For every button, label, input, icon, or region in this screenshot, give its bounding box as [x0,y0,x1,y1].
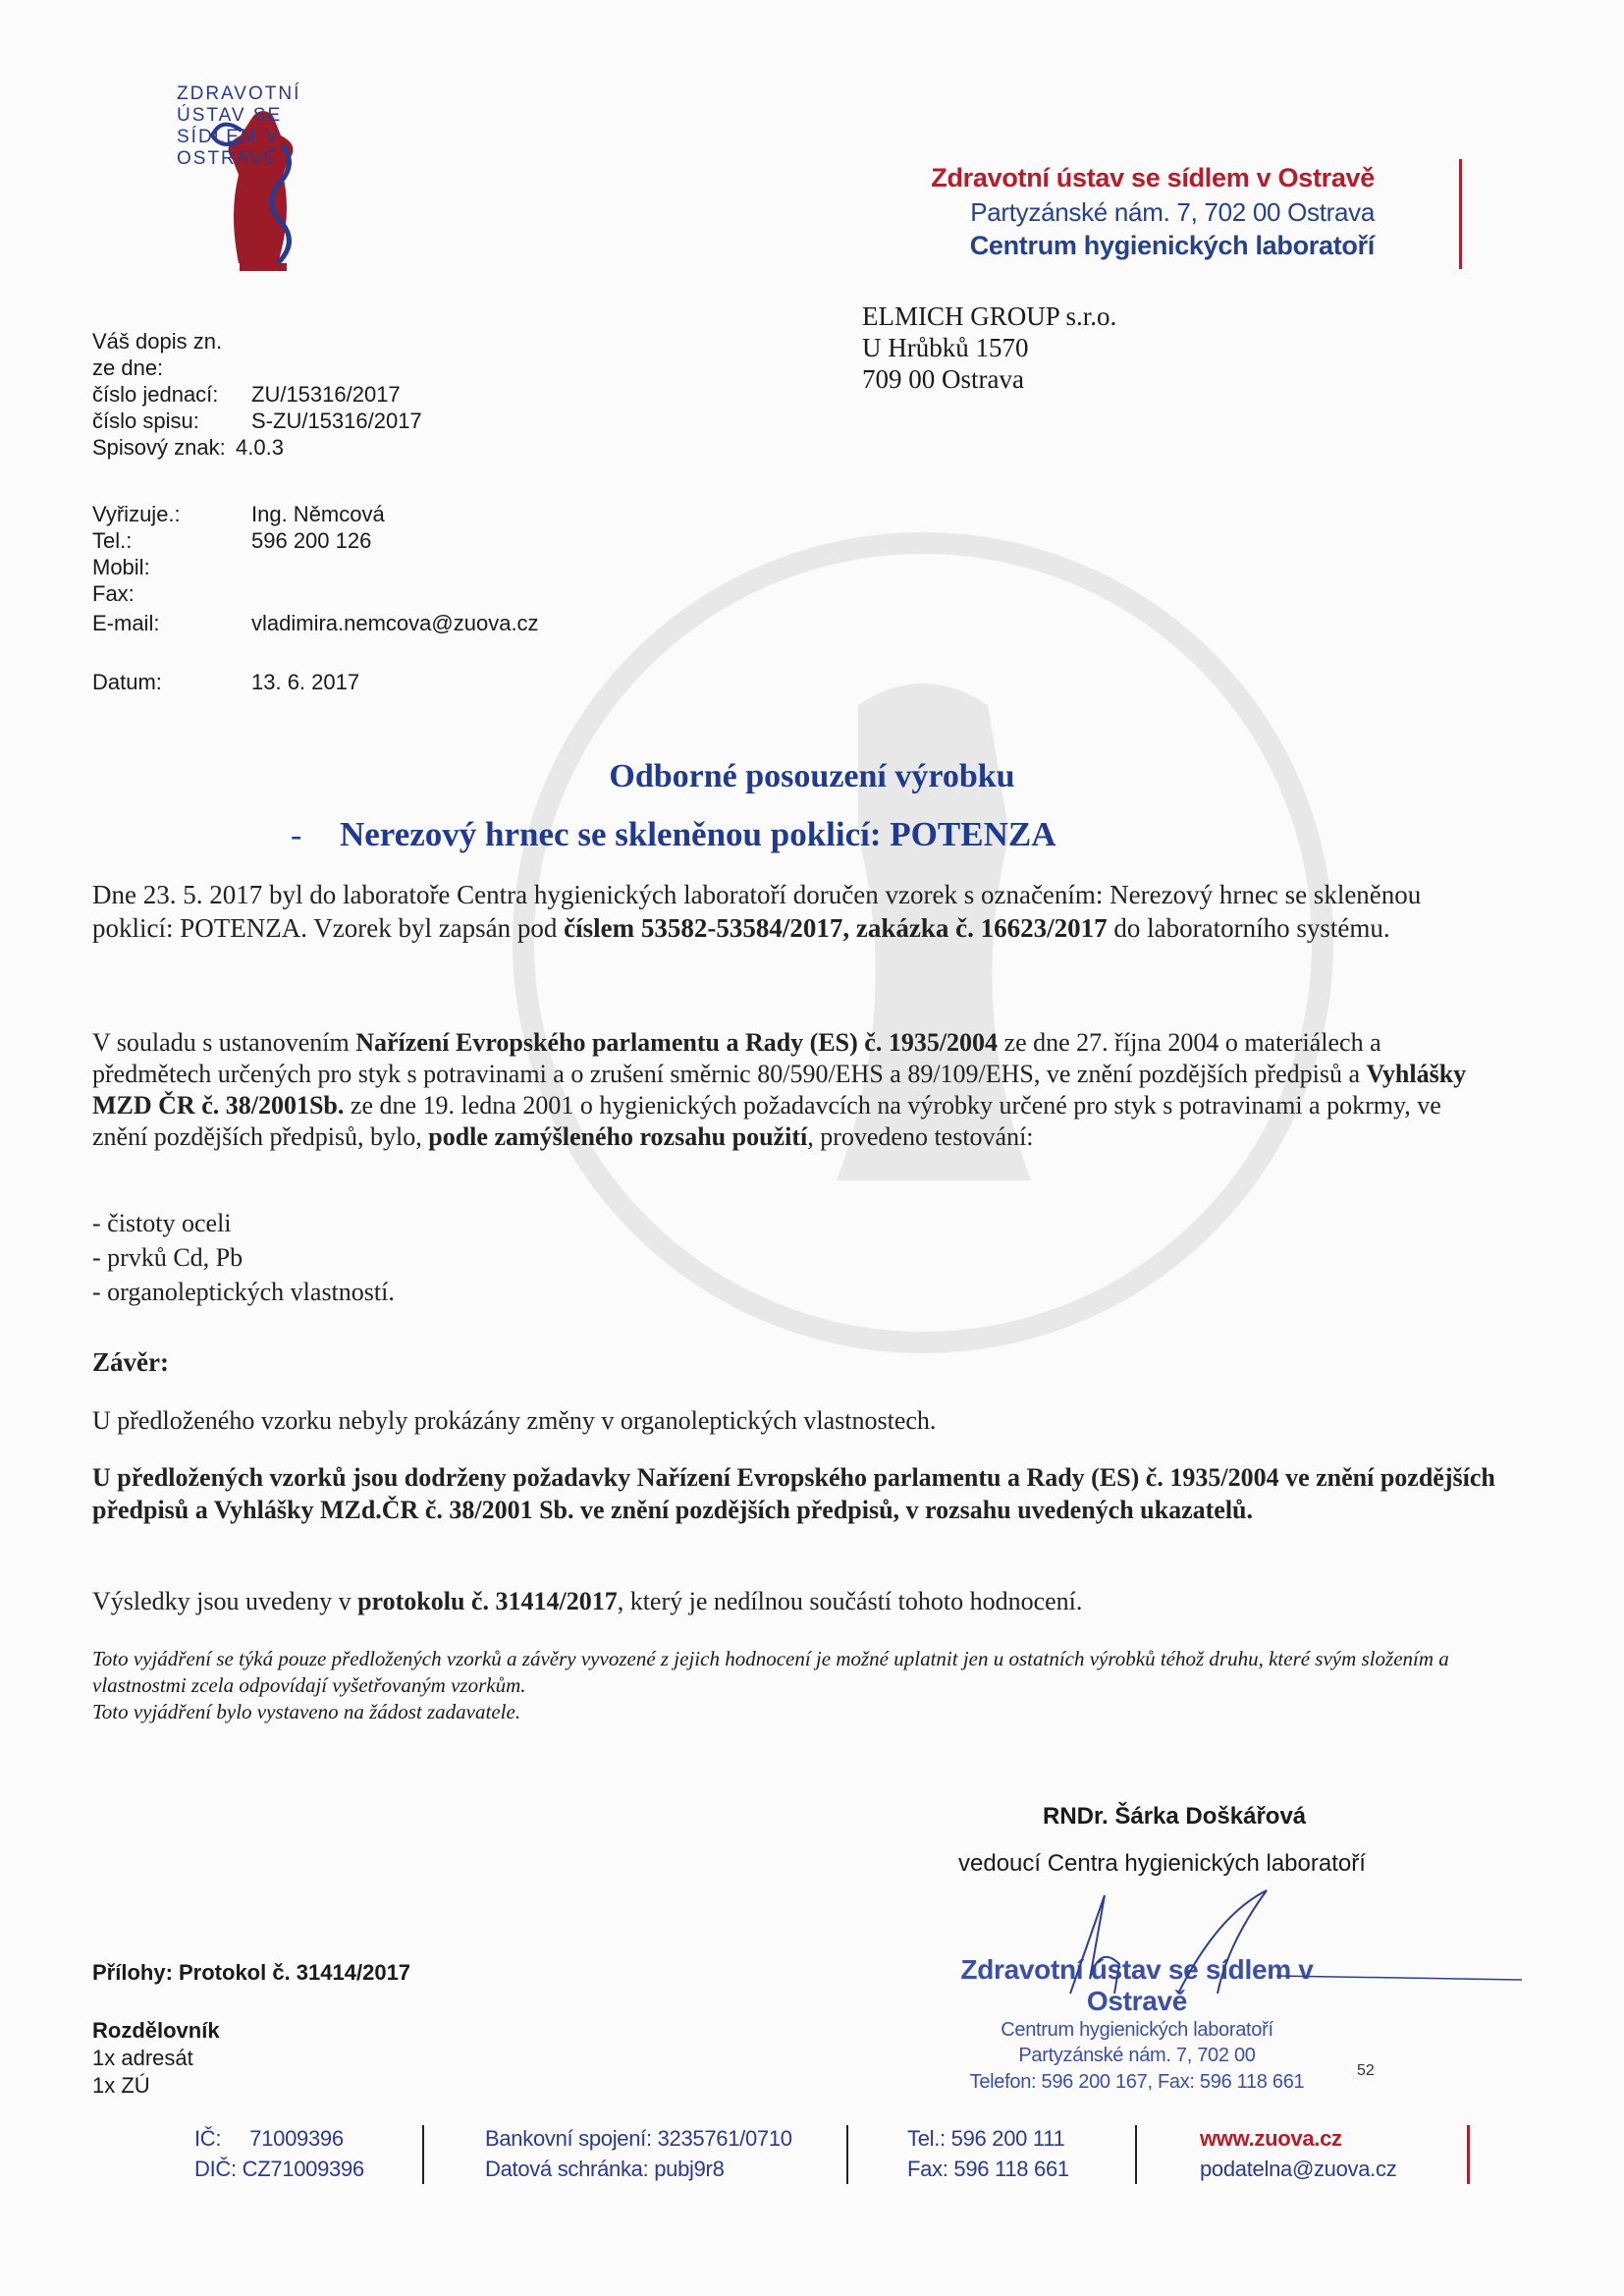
stamp-phone: Telefon: 596 200 167, Fax: 596 118 661 [969,2071,1305,2093]
list-item: 1x ZÚ [92,2073,150,2098]
regulation-text: ze dne 19. ledna 2001 o hygienických požadavcích na výrobky určené pro styk s potravinami a pokrmy, ve znění pozdějších předpisů, bylo, [92,1091,1441,1151]
institute-name: Zdravotní ústav se sídlem v Ostravě [931,163,1375,192]
meta-value: S-ZU/15316/2017 [251,409,422,433]
product-title: Nerezový hrnec se skleněnou poklicí: POTENZA [340,815,1056,853]
footer-dic: DIČ: CZ71009396 [194,2157,364,2181]
recipient-line-1: ELMICH GROUP s.r.o. [862,301,1117,331]
seal-text: ZDRAVOTNÍ ÚSTAV SE SÍDLEM V OSTRAVĚ [177,83,301,169]
meta-value: ZU/15316/2017 [251,382,401,407]
conclusion-text-1: U předloženého vzorku nebyly prokázány změny v organoleptických vlastnostech. [92,1406,937,1435]
signatory-role: vedoucí Centra hygienických laboratoří [958,1850,1366,1877]
conclusion-text: Výsledky jsou uvedeny v [92,1587,358,1615]
footer-divider [422,2125,424,2184]
footer-ic: IČ: 71009396 [194,2126,344,2151]
handwritten-signature [1031,1886,1522,2033]
footer-web [1200,2123,1396,2184]
intro-text-end: do laboratorního systému. [1107,913,1390,943]
footer-bank [485,2123,792,2184]
footer-divider [846,2125,848,2184]
contact-label: E-mail: [92,611,160,635]
conclusion-text-3 [92,1585,1082,1618]
contact-label: Vyřizuje.: [92,502,181,526]
meta-value: 4.0.3 [236,435,284,460]
signatory-name: RNDr. Šárka Doškářová [1043,1803,1307,1830]
conclusion-text-2: U předložených vzorků jsou dodrženy požadavky Nařízení Evropského parlamentu a Rady (ES) č. 1935/2004 ve znění pozdějších předpisů a Vyhlášky MZd.ČR č. 38/2001 Sb. ve znění pozdějších předpisů, v rozsahu uvedených ukazatelů. [92,1463,1495,1524]
contact-block [92,501,539,695]
intro-text: Dne 23. 5. 2017 byl do laboratoře Centra hygienických laboratoří doručen vzorek s označením: Nerezový hrnec se skleněnou poklicí: POTENZA. Vzorek byl zapsán pod [92,880,1422,943]
reference-meta: Váš dopis zn. ze dne: číslo jednací: ZU/15316/2017 číslo spisu: S-ZU/15316/2017 Spisový znak: 4.0.3 [92,329,422,460]
footer-ids [194,2123,364,2184]
intro-paragraph [92,878,1496,945]
regulation-text: , provedeno testování: [807,1122,1034,1151]
header-divider [1459,159,1462,269]
regulation-text: V souladu s ustanovením [92,1028,356,1057]
meta-label: Váš dopis zn. [92,329,223,354]
footer-databox: Datová schránka: pubj9r8 [485,2157,725,2181]
recipient-line-2: U Hrůbků 1570 [862,333,1029,362]
regulation-ref-cz: Vyhlášky MZD ČR č. 38/2001Sb. [92,1060,1467,1120]
sample-number: číslem 53582-53584/2017, zakázka č. 16623/2017 [564,913,1108,943]
stamp-address: Partyzánské nám. 7, 702 00 [1018,2045,1256,2066]
regulation-scope: podle zamýšleného rozsahu použití [428,1122,808,1151]
tests-list [92,1206,395,1309]
distribution-heading: Rozdělovník [92,2018,220,2043]
meta-label: ze dne: [92,355,164,380]
contact-label: Fax: [92,581,135,606]
contact-email[interactable]: vladimira.nemcova@zuova.cz [251,611,539,635]
recipient-address [862,301,1116,395]
recipient-line-3: 709 00 Ostrava [862,364,1024,394]
footer-bank-account: Bankovní spojení: 3235761/0710 [485,2126,792,2151]
meta-label: číslo jednací: [92,382,219,407]
meta-label: číslo spisu: [92,409,199,433]
attachments: Přílohy: Protokol č. 31414/2017 [92,1960,411,1985]
institute-address: Partyzánské nám. 7, 702 00 Ostrava [970,197,1375,227]
disclaimer-request: Toto vyjádření bylo vystaveno na žádost zadavatele. [92,1700,521,1723]
footer-email-link[interactable]: podatelna@zuova.cz [1200,2157,1397,2181]
list-item: - organoleptických vlastností. [92,1278,395,1306]
list-item: - prvků Cd, Pb [92,1243,244,1272]
date-label: Datum: [92,670,162,694]
contact-value: Ing. Němcová [251,502,385,526]
institute-department: Centrum hygienických laboratoří [969,231,1375,260]
regulation-paragraph [92,1027,1496,1153]
stamp-institute: Zdravotní ústav se sídlem v Ostravě [960,1954,1314,2016]
footer-fax: Fax: 596 118 661 [907,2157,1069,2181]
contact-value: 596 200 126 [251,528,372,553]
disclaimer-note [92,1646,1526,1725]
title-dash: - [291,817,302,853]
document-title: Odborné posouzení výrobku [609,758,1015,794]
footer-website-link[interactable]: www.zuova.cz [1200,2126,1342,2151]
stamp-number: 52 [1357,2062,1375,2079]
regulation-ref-eu: Nařízení Evropského parlamentu a Rady (ES) č. 1935/2004 [355,1028,999,1057]
footer-divider [1135,2125,1137,2184]
date-value: 13. 6. 2017 [251,670,360,694]
distribution-list [92,2017,220,2100]
regulation-text: ze dne 27. října 2004 o materiálech a předmětech určených pro styk s potravinami a o zrušení směrnic 80/590/EHS a 89/109/EHS, ve znění pozdějších předpisů a [92,1028,1381,1088]
footer-phones [907,2123,1069,2184]
protocol-number: protokolu č. 31414/2017 [357,1587,618,1615]
conclusion-heading: Závěr: [92,1347,169,1377]
contact-label: Tel.: [92,528,133,553]
contact-label: Mobil: [92,555,150,579]
list-item: 1x adresát [92,2046,193,2070]
list-item: - čistoty oceli [92,1209,232,1237]
stamp-department: Centrum hygienických laboratoří [1001,2019,1273,2041]
footer-red-divider [1467,2125,1470,2184]
conclusion-text: , který je nedílnou součástí tohoto hodnocení. [617,1587,1083,1615]
footer-tel: Tel.: 596 200 111 [907,2126,1065,2151]
disclaimer-text: Toto vyjádření se týká pouze předložených vzorků a závěry vyvozené z jejich hodnocení je možné uplatnit jen u ostatních výrobků téhož druhu, které svým složením a vlastnostmi zcela odpovídají vyšetřovaným vzorkům. [92,1647,1449,1697]
